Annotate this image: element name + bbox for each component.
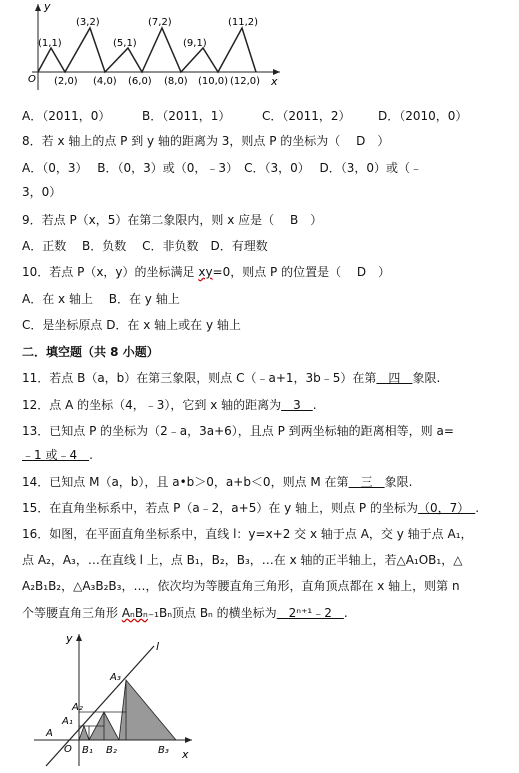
q12-answer: 3 — [281, 398, 313, 412]
line-l-label: l — [156, 640, 160, 653]
q14-post: 象限. — [384, 475, 413, 489]
q7-option-b: B．（2011，1） — [142, 109, 231, 123]
q10-stem-xy: xy — [198, 265, 213, 279]
q16-answer: 2ⁿ⁺¹﹣2 — [276, 606, 344, 620]
q14-answer: 三 — [348, 475, 385, 489]
q9-stem: 9．若点 P（x，5）在第二象限内，则 x 应是（ B ） — [22, 213, 323, 227]
point-label: B₂ — [106, 745, 117, 756]
q7-option-a: A．（2011，0） — [22, 109, 111, 123]
q16-line4-mid: ₋₁Bₙ顶点 Bₙ 的横坐标为 — [147, 606, 277, 620]
q15-post: . — [475, 501, 480, 515]
q8-options-line2: 3，0） — [22, 185, 62, 199]
x-axis-label: x — [271, 75, 278, 88]
q10-stem-post: =0，则点 P 的位置是（ D ） — [212, 265, 391, 279]
point-label: (7,2) — [148, 17, 172, 28]
q11-post: 象限. — [412, 371, 441, 385]
q14 — [22, 474, 412, 490]
q13-line1: 13．已知点 P 的坐标为（2﹣a，3a+6），且点 P 到两坐标轴的距离相等，则 a= — [22, 424, 454, 438]
q15-answer: （0，7） — [417, 501, 476, 515]
point-label: A₂ — [72, 702, 83, 713]
q16-line4-pre: 个等腰直角三角形 — [22, 606, 122, 620]
point-label: A — [46, 728, 53, 739]
point-label: (5,1) — [113, 38, 137, 49]
q13-answer: ﹣1 或﹣4 — [22, 448, 90, 462]
q16-post: . — [343, 606, 348, 620]
point-label: B₁ — [82, 745, 93, 756]
q7-option-d: D．（2010，0） — [378, 109, 468, 123]
section-heading: 二．填空题（共 8 小题） — [22, 345, 159, 359]
point-label: (1,1) — [38, 38, 62, 49]
q12-post: . — [312, 398, 317, 412]
q15-text: 15．在直角坐标系中，若点 P（a﹣2，a+5）在 y 轴上，则点 P 的坐标为 — [22, 501, 418, 515]
axis-point-label: (4,0) — [93, 76, 117, 87]
q10-options-line2: C．是坐标原点 D．在 x 轴上或在 y 轴上 — [22, 318, 241, 332]
q11-text: 11．若点 B（a，b）在第三象限，则点 C（﹣a+1，3b﹣5）在第 — [22, 371, 377, 385]
zigzag-figure — [18, 0, 288, 92]
point-label: B₃ — [158, 745, 169, 756]
point-label: (9,1) — [183, 38, 207, 49]
q13-line2 — [22, 447, 93, 463]
point-label: A₁ — [62, 716, 73, 727]
point-label: O — [64, 744, 72, 755]
axis-point-label: (2,0) — [54, 76, 78, 87]
point-label: A₃ — [110, 672, 121, 683]
axis-point-label: (12,0) — [230, 76, 261, 87]
q13-post: . — [89, 448, 93, 462]
q16-line4 — [22, 605, 348, 621]
axis-point-label: (10,0) — [198, 76, 229, 87]
axis-point-label: (6,0) — [128, 76, 152, 87]
q8-options-line1: A．（0，3） B．（0，3）或（0，﹣3） C．（3，0） D．（3，0）或（﹣ — [22, 161, 423, 175]
origin-label: O — [28, 74, 36, 85]
triangle-figure — [24, 628, 204, 770]
q14-text: 14．已知点 M（a，b），且 a•b＞0，a+b＜0，则点 M 在第 — [22, 475, 349, 489]
q10-stem-pre: 10．若点 P（x，y）的坐标满足 — [22, 265, 199, 279]
point-label: (3,2) — [76, 17, 100, 28]
q15 — [22, 500, 479, 516]
q10-stem — [22, 264, 390, 280]
axis-point-label: (8,0) — [164, 76, 188, 87]
q7-option-c: C．（2011，2） — [262, 109, 351, 123]
y-axis-label: y — [44, 0, 51, 13]
q16-line2: 点 A₂，A₃，…在直线 l 上，点 B₁，B₂，B₃，…在 x 轴的正半轴上，若△A₁OB₁，△ — [22, 553, 463, 567]
y-axis-label: y — [66, 632, 73, 645]
q11 — [22, 370, 440, 386]
q9-options: A．正数 B．负数 C．非负数 D．有理数 — [22, 239, 268, 253]
q10-options-line1: A．在 x 轴上 B．在 y 轴上 — [22, 292, 180, 306]
q16-line4-sq: AₙBₙ — [121, 606, 148, 620]
q11-answer: 四 — [376, 371, 413, 385]
x-axis-label: x — [182, 748, 189, 761]
q16-line1: 16．如图，在平面直角坐标系中，直线 l：y=x+2 交 x 轴于点 A，交 y 轴于点 A₁， — [22, 527, 473, 541]
q8-stem: 8．若 x 轴上的点 P 到 y 轴的距离为 3，则点 P 的坐标为（ D ） — [22, 134, 390, 148]
q16-line3: A₂B₁B₂，△A₃B₂B₃，…，依次均为等腰直角三角形，直角顶点都在 x 轴上，则第 n — [22, 579, 460, 593]
q12 — [22, 397, 317, 413]
q12-text: 12．点 A 的坐标（4，﹣3），它到 x 轴的距离为 — [22, 398, 282, 412]
point-label: (11,2) — [228, 17, 259, 28]
